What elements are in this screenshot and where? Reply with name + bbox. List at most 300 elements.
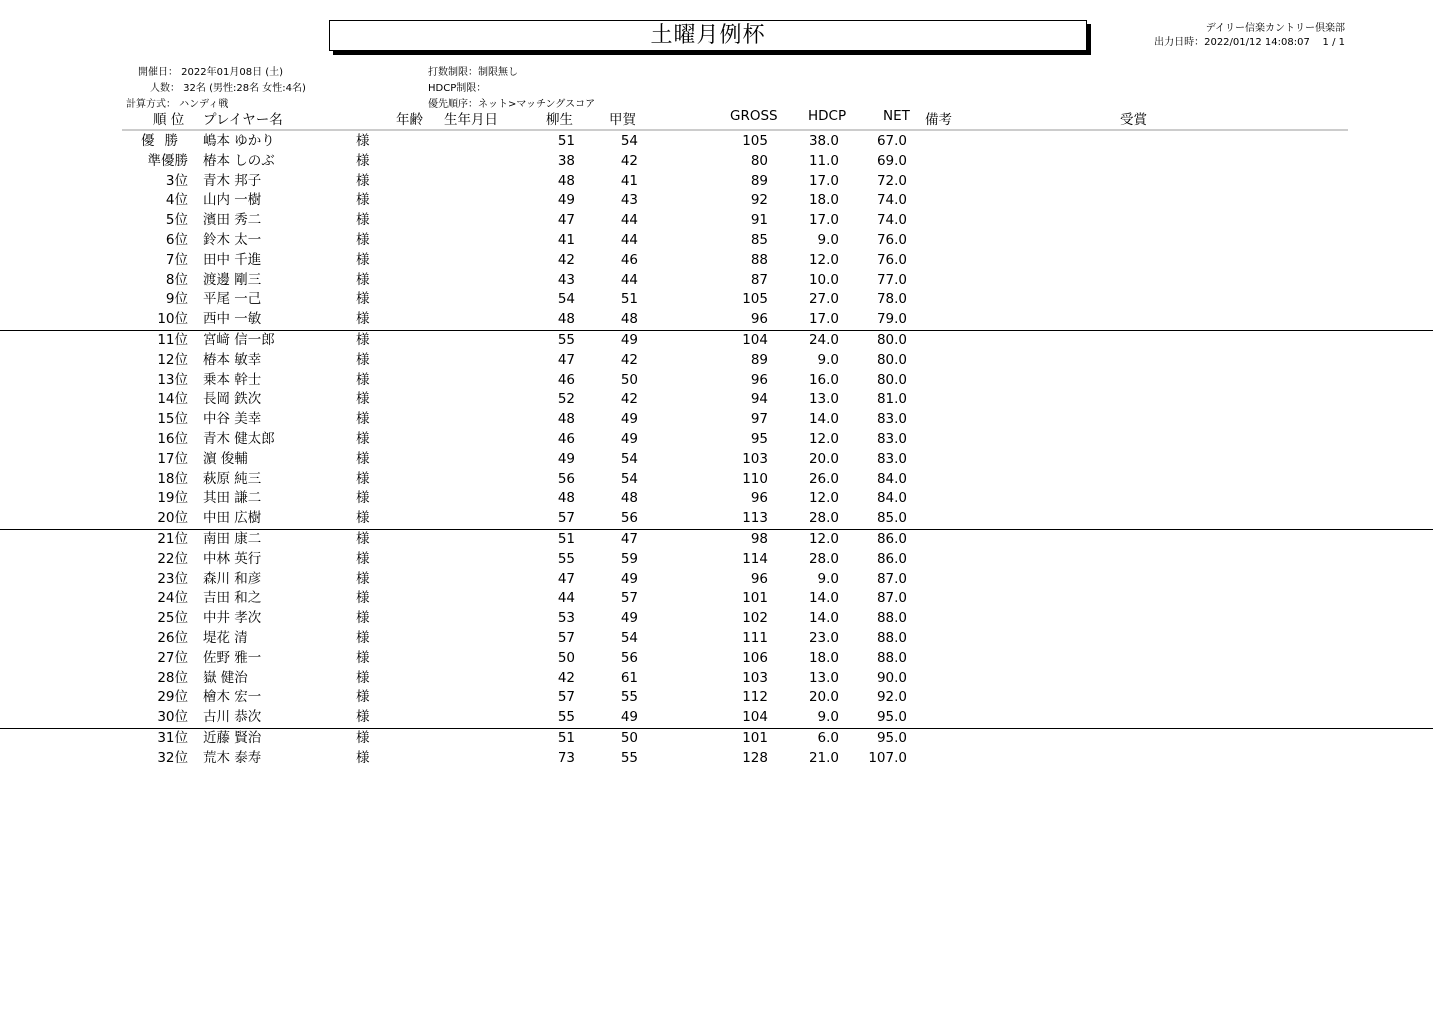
table-row [0, 529, 1433, 550]
rank-cell: 32位 [157, 749, 188, 766]
rank-cell: 4位 [165, 192, 188, 209]
rank-cell: 7位 [165, 251, 188, 268]
rank-cell: 20位 [157, 510, 188, 527]
yagyu-score-cell: 55 [557, 331, 575, 348]
honorific-cell: 様 [356, 550, 370, 567]
col-koka: 甲賀 [609, 112, 636, 128]
hdcp-cell: 21.0 [808, 749, 839, 766]
player-name-cell: 平尾 一己 [203, 291, 262, 308]
net-cell: 88.0 [876, 610, 907, 627]
hdcp-cell: 24.0 [808, 331, 839, 348]
honorific-cell: 様 [356, 411, 370, 428]
net-cell: 78.0 [876, 291, 907, 308]
koka-score-cell: 49 [620, 610, 638, 627]
table-row [0, 390, 1433, 410]
table-header [0, 108, 1433, 130]
rank-cell: 9位 [165, 291, 188, 308]
player-name-cell: 椿本 しのぶ [203, 152, 275, 169]
player-name-cell: 堤花 清 [203, 629, 248, 646]
rank-cell: 10位 [157, 311, 188, 328]
honorific-cell: 様 [356, 729, 370, 746]
table-row [0, 688, 1433, 708]
table-row [0, 231, 1433, 251]
honorific-cell: 様 [356, 530, 370, 547]
honorific-cell: 様 [356, 570, 370, 587]
gross-cell: 103 [742, 669, 768, 686]
gross-cell: 101 [742, 590, 768, 607]
table-row [0, 310, 1433, 330]
koka-score-cell: 49 [620, 411, 638, 428]
net-cell: 87.0 [876, 570, 907, 587]
koka-score-cell: 54 [620, 450, 638, 467]
rank-cell: 11位 [157, 331, 188, 348]
hdcp-cell: 12.0 [808, 251, 839, 268]
hdcp-cell: 17.0 [808, 172, 839, 189]
gross-cell: 88 [750, 251, 768, 268]
honorific-cell: 様 [356, 152, 370, 169]
yagyu-score-cell: 57 [557, 510, 575, 527]
club-name: デイリー信楽カントリー倶楽部 [1205, 23, 1345, 34]
player-name-cell: 中谷 美幸 [203, 411, 262, 428]
hdcp-cell: 6.0 [817, 729, 839, 746]
yagyu-score-cell: 55 [557, 709, 575, 726]
table-row [0, 330, 1433, 351]
col-hdcp: HDCP [808, 108, 847, 124]
hdcp-cell: 20.0 [808, 689, 839, 706]
honorific-cell: 様 [356, 371, 370, 388]
rank-cell: 27位 [157, 649, 188, 666]
net-cell: 92.0 [876, 689, 907, 706]
header-divider [122, 129, 1348, 131]
koka-score-cell: 61 [620, 669, 638, 686]
rank-cell: 12位 [157, 351, 188, 368]
hdcp-cell: 18.0 [808, 192, 839, 209]
net-cell: 77.0 [876, 271, 907, 288]
hdcp-limit: HDCP制限： [428, 83, 487, 94]
event-date: 開催日： 2022年01月08日 (土) [138, 67, 284, 78]
rank-cell: 14位 [157, 391, 188, 408]
net-cell: 87.0 [876, 590, 907, 607]
honorific-cell: 様 [356, 351, 370, 368]
player-count: 人数： 32名 (男性:28名 女性:4名) [150, 83, 306, 94]
table-row [0, 371, 1433, 391]
koka-score-cell: 44 [620, 231, 638, 248]
honorific-cell: 様 [356, 689, 370, 706]
koka-score-cell: 44 [620, 271, 638, 288]
rank-cell: 16位 [157, 430, 188, 447]
player-name-cell: 中林 英行 [203, 550, 262, 567]
yagyu-score-cell: 42 [557, 669, 575, 686]
net-cell: 84.0 [876, 470, 907, 487]
table-row [0, 708, 1433, 728]
gross-cell: 95 [750, 430, 768, 447]
yagyu-score-cell: 48 [557, 311, 575, 328]
rank-cell: 準優勝 [147, 152, 188, 169]
gross-cell: 110 [742, 470, 768, 487]
gross-cell: 89 [750, 351, 768, 368]
gross-cell: 94 [750, 391, 768, 408]
print-info [1100, 33, 1345, 48]
hdcp-cell: 16.0 [808, 371, 839, 388]
yagyu-score-cell: 56 [557, 470, 575, 487]
honorific-cell: 様 [356, 291, 370, 308]
gross-cell: 104 [742, 331, 768, 348]
yagyu-score-cell: 46 [557, 430, 575, 447]
table-row [0, 728, 1433, 749]
table-row [0, 351, 1433, 371]
koka-score-cell: 55 [620, 689, 638, 706]
koka-score-cell: 51 [620, 291, 638, 308]
gross-cell: 103 [742, 450, 768, 467]
yagyu-score-cell: 57 [557, 629, 575, 646]
honorific-cell: 様 [356, 430, 370, 447]
koka-score-cell: 57 [620, 590, 638, 607]
koka-score-cell: 56 [620, 649, 638, 666]
gross-cell: 80 [750, 152, 768, 169]
hdcp-cell: 9.0 [817, 351, 839, 368]
gross-cell: 89 [750, 172, 768, 189]
honorific-cell: 様 [356, 251, 370, 268]
net-cell: 80.0 [876, 351, 907, 368]
rank-cell: 25位 [157, 610, 188, 627]
col-gross: GROSS [730, 108, 778, 124]
net-cell: 84.0 [876, 490, 907, 507]
gross-cell: 96 [750, 311, 768, 328]
net-cell: 80.0 [876, 371, 907, 388]
col-rank: 順 位 [153, 112, 185, 128]
koka-score-cell: 49 [620, 570, 638, 587]
koka-score-cell: 46 [620, 251, 638, 268]
rank-cell: 8位 [165, 271, 188, 288]
player-name-cell: 乗本 幹士 [203, 371, 262, 388]
col-remarks: 備考 [925, 112, 952, 128]
rank-cell: 優勝 [141, 133, 188, 149]
koka-score-cell: 54 [620, 470, 638, 487]
koka-score-cell: 55 [620, 749, 638, 766]
net-cell: 76.0 [876, 251, 907, 268]
honorific-cell: 様 [356, 450, 370, 467]
honorific-cell: 様 [356, 669, 370, 686]
yagyu-score-cell: 47 [557, 570, 575, 587]
net-cell: 76.0 [876, 231, 907, 248]
honorific-cell: 様 [356, 212, 370, 229]
net-cell: 83.0 [876, 411, 907, 428]
honorific-cell: 様 [356, 271, 370, 288]
player-name-cell: 濵 俊輔 [203, 450, 248, 467]
player-name-cell: 森川 和彦 [203, 570, 262, 587]
gross-cell: 128 [742, 749, 768, 766]
hdcp-cell: 11.0 [808, 152, 839, 169]
gross-cell: 85 [750, 231, 768, 248]
hdcp-cell: 10.0 [808, 271, 839, 288]
table-row [0, 470, 1433, 490]
player-name-cell: 青木 健太郎 [203, 430, 275, 447]
yagyu-score-cell: 52 [557, 391, 575, 408]
yagyu-score-cell: 49 [557, 450, 575, 467]
honorific-cell: 様 [356, 709, 370, 726]
table-row [0, 629, 1433, 649]
player-name-cell: 古川 恭次 [203, 709, 262, 726]
net-cell: 74.0 [876, 212, 907, 229]
honorific-cell: 様 [356, 629, 370, 646]
koka-score-cell: 48 [620, 490, 638, 507]
koka-score-cell: 42 [620, 391, 638, 408]
koka-score-cell: 49 [620, 430, 638, 447]
net-cell: 69.0 [876, 152, 907, 169]
player-name-cell: 近藤 賢治 [203, 729, 262, 746]
net-cell: 72.0 [876, 172, 907, 189]
hdcp-cell: 38.0 [808, 133, 839, 149]
table-row [0, 649, 1433, 669]
yagyu-score-cell: 48 [557, 172, 575, 189]
gross-cell: 114 [742, 550, 768, 567]
results-table [0, 132, 1433, 769]
net-cell: 85.0 [876, 510, 907, 527]
gross-cell: 105 [742, 291, 768, 308]
hdcp-cell: 9.0 [817, 570, 839, 587]
koka-score-cell: 50 [620, 371, 638, 388]
gross-cell: 87 [750, 271, 768, 288]
rank-cell: 6位 [165, 231, 188, 248]
koka-score-cell: 43 [620, 192, 638, 209]
table-row [0, 172, 1433, 192]
table-row [0, 290, 1433, 310]
table-row [0, 251, 1433, 271]
net-cell: 88.0 [876, 629, 907, 646]
yagyu-score-cell: 48 [557, 411, 575, 428]
rank-cell: 28位 [157, 669, 188, 686]
player-name-cell: 檜木 宏一 [203, 689, 262, 706]
koka-score-cell: 50 [620, 729, 638, 746]
gross-cell: 104 [742, 709, 768, 726]
net-cell: 86.0 [876, 530, 907, 547]
koka-score-cell: 54 [620, 629, 638, 646]
hdcp-cell: 17.0 [808, 212, 839, 229]
rank-cell: 18位 [157, 470, 188, 487]
net-cell: 95.0 [876, 729, 907, 746]
player-name-cell: 中井 孝次 [203, 610, 262, 627]
col-net: NET [883, 108, 910, 124]
player-name-cell: 荒木 泰寿 [203, 749, 262, 766]
gross-cell: 92 [750, 192, 768, 209]
yagyu-score-cell: 54 [557, 291, 575, 308]
koka-score-cell: 44 [620, 212, 638, 229]
col-player: プレイヤー名 [203, 112, 283, 128]
net-cell: 107.0 [868, 749, 907, 766]
player-name-cell: 嶋本 ゆかり [203, 133, 275, 149]
honorific-cell: 様 [356, 172, 370, 189]
yagyu-score-cell: 46 [557, 371, 575, 388]
gross-cell: 106 [742, 649, 768, 666]
gross-cell: 91 [750, 212, 768, 229]
rank-cell: 29位 [157, 689, 188, 706]
player-name-cell: 田中 千進 [203, 251, 262, 268]
table-row [0, 749, 1433, 769]
koka-score-cell: 47 [620, 530, 638, 547]
hdcp-cell: 9.0 [817, 709, 839, 726]
rank-cell: 21位 [157, 530, 188, 547]
hdcp-cell: 17.0 [808, 311, 839, 328]
gross-cell: 112 [742, 689, 768, 706]
koka-score-cell: 54 [620, 133, 638, 149]
printed-at: 出力日時：2022/01/12 14:08:07 [1154, 37, 1310, 48]
hdcp-cell: 14.0 [808, 590, 839, 607]
table-row [0, 450, 1433, 470]
gross-cell: 96 [750, 490, 768, 507]
hdcp-cell: 28.0 [808, 510, 839, 527]
rank-cell: 15位 [157, 411, 188, 428]
table-row [0, 132, 1433, 152]
col-award: 受賞 [1120, 112, 1147, 128]
rank-cell: 5位 [165, 212, 188, 229]
table-row [0, 191, 1433, 211]
player-name-cell: 椿本 敏幸 [203, 351, 262, 368]
yagyu-score-cell: 51 [557, 133, 575, 149]
gross-cell: 97 [750, 411, 768, 428]
honorific-cell: 様 [356, 331, 370, 348]
gross-cell: 105 [742, 133, 768, 149]
yagyu-score-cell: 57 [557, 689, 575, 706]
net-cell: 95.0 [876, 709, 907, 726]
page-number: 1 / 1 [1322, 37, 1345, 48]
gross-cell: 96 [750, 570, 768, 587]
yagyu-score-cell: 51 [557, 729, 575, 746]
rank-cell: 24位 [157, 590, 188, 607]
player-name-cell: 南田 康二 [203, 530, 262, 547]
honorific-cell: 様 [356, 391, 370, 408]
rank-cell: 13位 [157, 371, 188, 388]
koka-score-cell: 48 [620, 311, 638, 328]
koka-score-cell: 41 [620, 172, 638, 189]
honorific-cell: 様 [356, 311, 370, 328]
yagyu-score-cell: 53 [557, 610, 575, 627]
rank-cell: 30位 [157, 709, 188, 726]
page-title: 土曜月例杯 [329, 20, 1087, 51]
hdcp-cell: 26.0 [808, 470, 839, 487]
table-row [0, 550, 1433, 570]
yagyu-score-cell: 55 [557, 550, 575, 567]
honorific-cell: 様 [356, 590, 370, 607]
hdcp-cell: 18.0 [808, 649, 839, 666]
player-name-cell: 嶽 健治 [203, 669, 248, 686]
hdcp-cell: 27.0 [808, 291, 839, 308]
rank-cell: 17位 [157, 450, 188, 467]
yagyu-score-cell: 43 [557, 271, 575, 288]
yagyu-score-cell: 47 [557, 212, 575, 229]
player-name-cell: 濱田 秀二 [203, 212, 262, 229]
table-row [0, 410, 1433, 430]
yagyu-score-cell: 47 [557, 351, 575, 368]
table-row [0, 609, 1433, 629]
rank-cell: 22位 [157, 550, 188, 567]
gross-cell: 113 [742, 510, 768, 527]
net-cell: 79.0 [876, 311, 907, 328]
honorific-cell: 様 [356, 490, 370, 507]
hdcp-cell: 12.0 [808, 530, 839, 547]
calc-method: 計算方式： ハンディ戦 [126, 99, 229, 110]
honorific-cell: 様 [356, 133, 370, 149]
hdcp-cell: 14.0 [808, 610, 839, 627]
yagyu-score-cell: 41 [557, 231, 575, 248]
yagyu-score-cell: 51 [557, 530, 575, 547]
honorific-cell: 様 [356, 192, 370, 209]
net-cell: 81.0 [876, 391, 907, 408]
net-cell: 83.0 [876, 430, 907, 447]
yagyu-score-cell: 38 [557, 152, 575, 169]
gross-cell: 98 [750, 530, 768, 547]
table-row [0, 489, 1433, 509]
koka-score-cell: 42 [620, 152, 638, 169]
honorific-cell: 様 [356, 470, 370, 487]
hdcp-cell: 14.0 [808, 411, 839, 428]
col-yagyu: 柳生 [546, 112, 573, 128]
rank-cell: 31位 [157, 729, 188, 746]
rank-cell: 23位 [157, 570, 188, 587]
table-row [0, 271, 1433, 291]
player-name-cell: 青木 邦子 [203, 172, 262, 189]
honorific-cell: 様 [356, 610, 370, 627]
hdcp-cell: 13.0 [808, 669, 839, 686]
priority-order: 優先順序：ネット>マッチングスコア [428, 99, 596, 110]
col-age: 年齢 [396, 112, 423, 128]
player-name-cell: 中田 広樹 [203, 510, 262, 527]
koka-score-cell: 49 [620, 331, 638, 348]
net-cell: 74.0 [876, 192, 907, 209]
yagyu-score-cell: 73 [557, 749, 575, 766]
hdcp-cell: 13.0 [808, 391, 839, 408]
rank-cell: 19位 [157, 490, 188, 507]
net-cell: 86.0 [876, 550, 907, 567]
player-name-cell: 長岡 鉄次 [203, 391, 262, 408]
net-cell: 80.0 [876, 331, 907, 348]
hdcp-cell: 20.0 [808, 450, 839, 467]
player-name-cell: 山内 一樹 [203, 192, 262, 209]
koka-score-cell: 59 [620, 550, 638, 567]
hdcp-cell: 12.0 [808, 490, 839, 507]
player-name-cell: 宮﨑 信一郎 [203, 331, 275, 348]
yagyu-score-cell: 48 [557, 490, 575, 507]
player-name-cell: 吉田 和之 [203, 590, 262, 607]
honorific-cell: 様 [356, 649, 370, 666]
table-row [0, 430, 1433, 450]
table-row [0, 211, 1433, 231]
honorific-cell: 様 [356, 231, 370, 248]
yagyu-score-cell: 49 [557, 192, 575, 209]
table-row [0, 570, 1433, 590]
hdcp-cell: 28.0 [808, 550, 839, 567]
gross-cell: 96 [750, 371, 768, 388]
net-cell: 90.0 [876, 669, 907, 686]
koka-score-cell: 49 [620, 709, 638, 726]
player-name-cell: 萩原 純三 [203, 470, 262, 487]
rank-cell: 26位 [157, 629, 188, 646]
player-name-cell: 其田 謙二 [203, 490, 262, 507]
player-name-cell: 佐野 雅一 [203, 649, 262, 666]
honorific-cell: 様 [356, 510, 370, 527]
gross-cell: 102 [742, 610, 768, 627]
net-cell: 83.0 [876, 450, 907, 467]
player-name-cell: 鈴木 太一 [203, 231, 262, 248]
player-name-cell: 渡邊 剛三 [203, 271, 262, 288]
yagyu-score-cell: 50 [557, 649, 575, 666]
yagyu-score-cell: 44 [557, 590, 575, 607]
yagyu-score-cell: 42 [557, 251, 575, 268]
hdcp-cell: 9.0 [817, 231, 839, 248]
col-birthday: 生年月日 [444, 112, 498, 128]
net-cell: 88.0 [876, 649, 907, 666]
table-row [0, 152, 1433, 172]
koka-score-cell: 56 [620, 510, 638, 527]
